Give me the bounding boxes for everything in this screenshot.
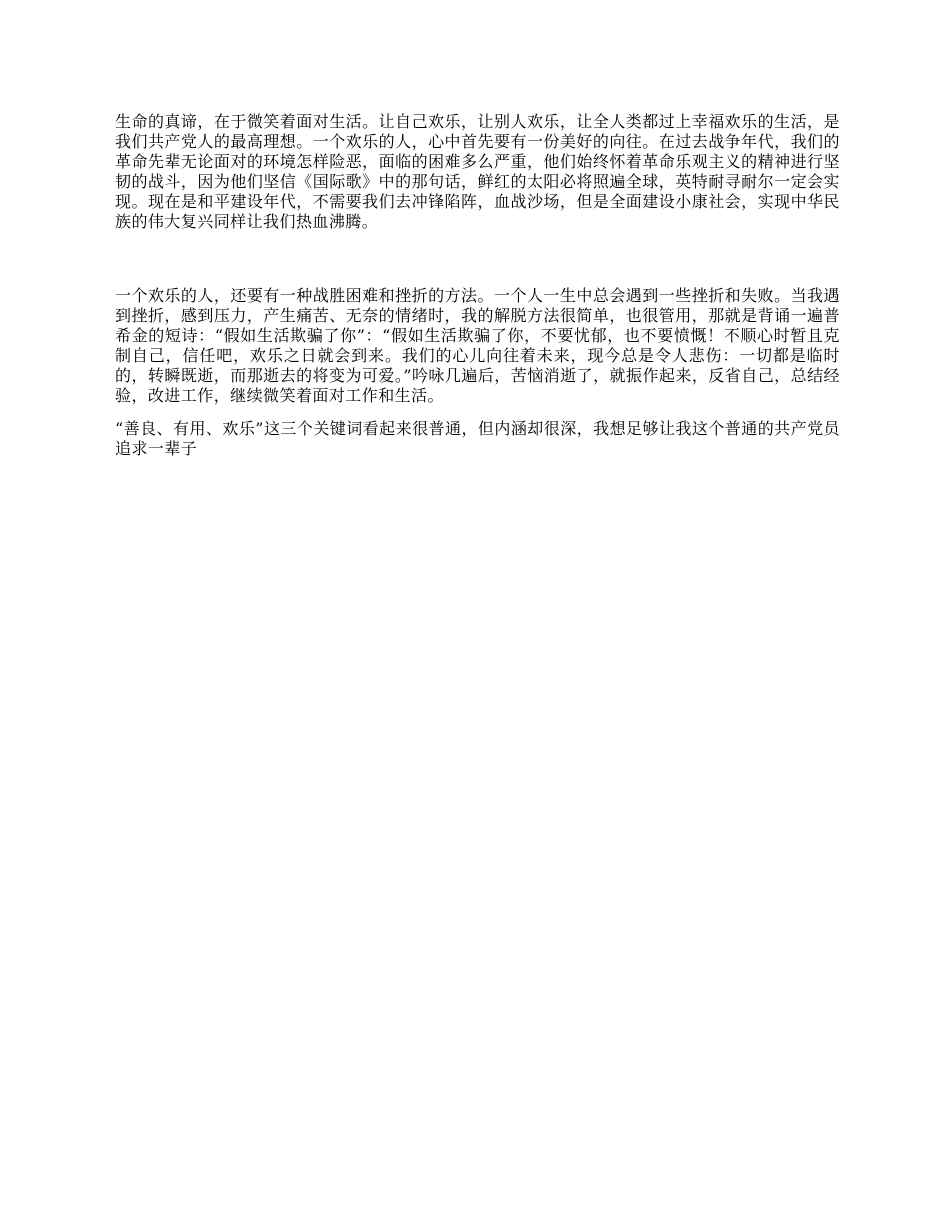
paragraph-2: 一个欢乐的人，还要有一种战胜困难和挫折的方法。一个人一生中总会遇到一些挫折和失败。当我遇到挫折，感到压力，产生痛苦、无奈的情绪时，我的解脱方法很简单，也很管用，那就是背诵一遍普希金的短诗：“假如生活欺骗了你”：“假如生活欺骗了你，不要忧郁，也不要愤慨！不顺心时暂且克制自己，信任吧，欢乐之日就会到来。我们的心儿向往着未来，现今总是令人悲伤：一切都是临时的，转瞬既逝，而那逝去的将变为可爱。”吟咏几遍后，苦恼消逝了，就振作起来，反省自己，总结经验，改进工作，继续微笑着面对工作和生活。 xyxy=(115,286,840,405)
paragraph-3: “善良、有用、欢乐”这三个关键词看起来很普通，但内涵却很深，我想足够让我这个普通的共产党员追求一辈子 xyxy=(115,419,840,458)
paragraph-1: 生命的真谛，在于微笑着面对生活。让自己欢乐，让别人欢乐，让全人类都过上幸福欢乐的生活，是我们共产党人的最高理想。一个欢乐的人，心中首先要有一份美好的向往。在过去战争年代，我们的革命先辈无论面对的环境怎样险恶，面临的困难多么严重，他们始终怀着革命乐观主义的精神进行坚韧的战斗，因为他们坚信《国际歌》中的那句话，鲜红的太阳必将照遍全球，英特耐寻耐尔一定会实现。现在是和平建设年代，不需要我们去冲锋陷阵，血战沙场，但是全面建设小康社会，实现中华民族的伟大复兴同样让我们热血沸腾。 xyxy=(115,112,840,231)
document-page xyxy=(115,112,840,459)
